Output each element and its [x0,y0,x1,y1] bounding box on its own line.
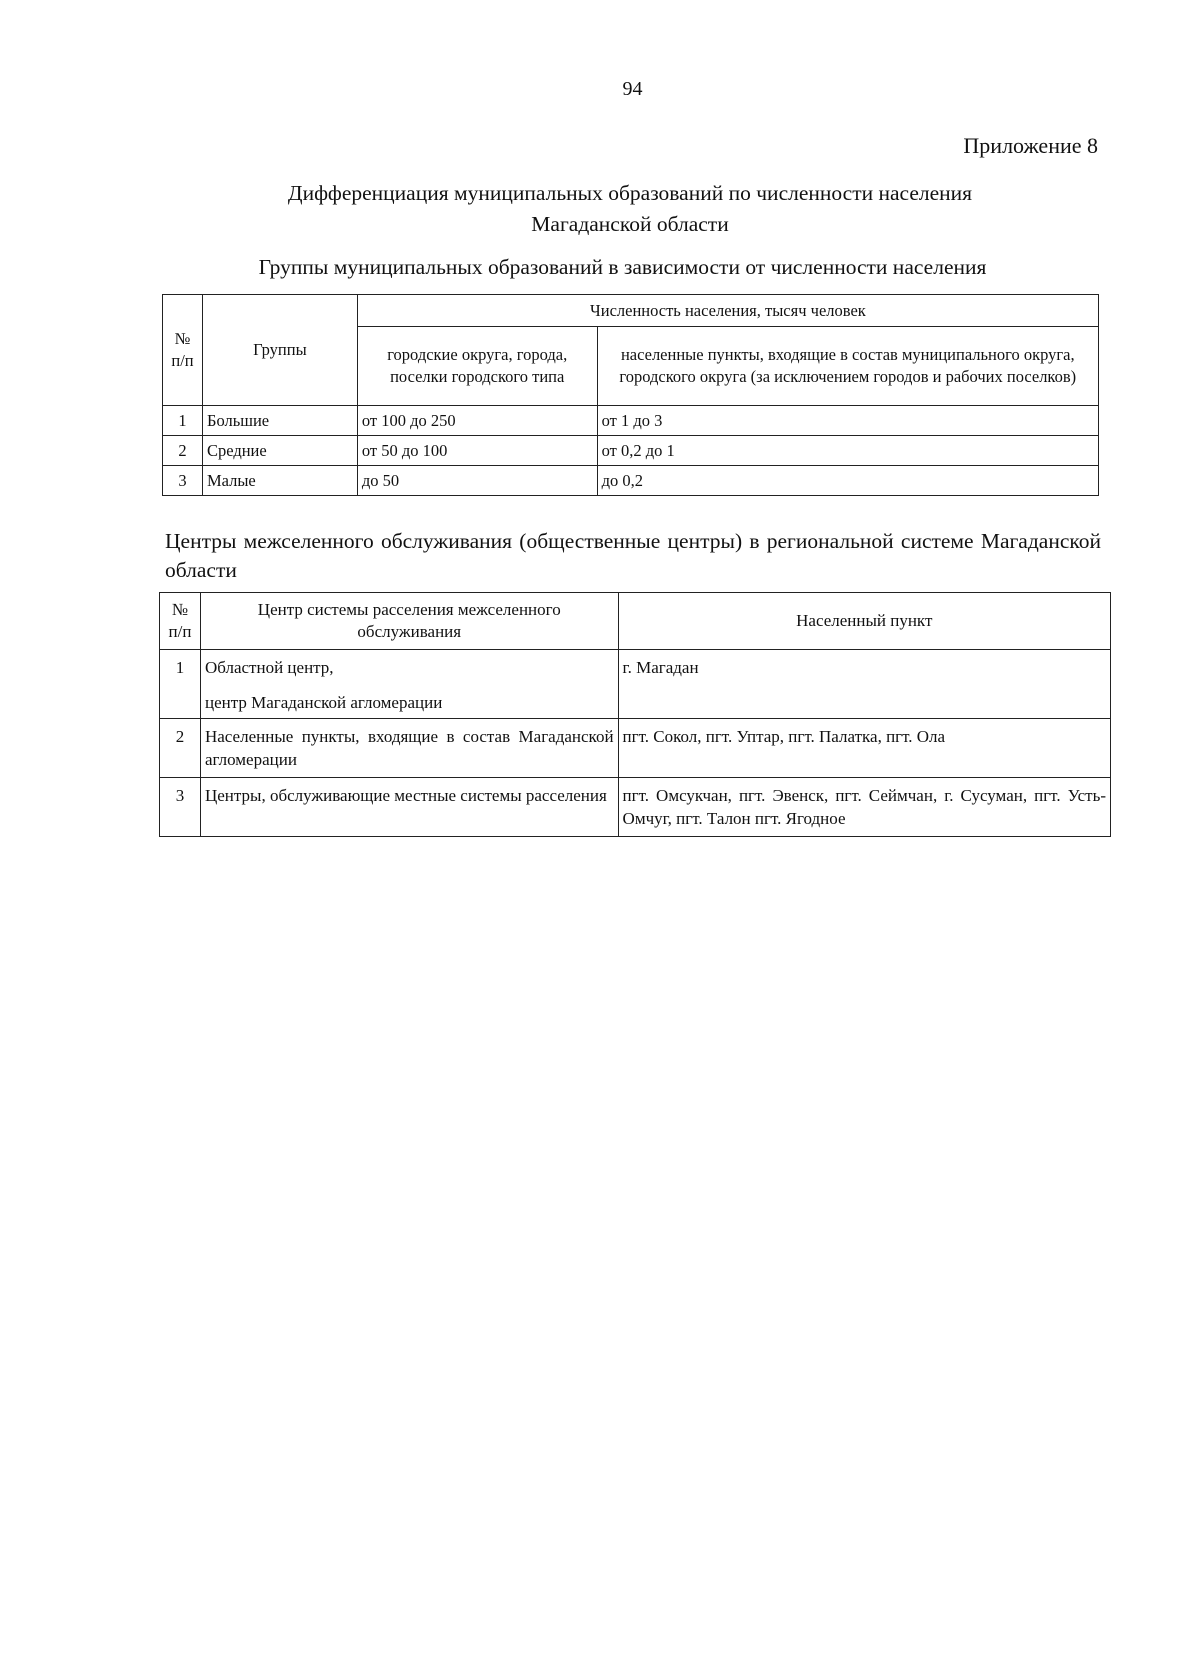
row-group: Средние [202,436,357,466]
header-num: № п/п [163,295,203,406]
row-settlements: до 0,2 [597,466,1098,496]
row-num: 3 [160,778,201,837]
row-num: 1 [163,406,203,436]
row-urban: от 50 до 100 [357,436,597,466]
row-center-line-1: Областной центр, [204,658,334,677]
table-header-row [163,295,1099,327]
row-num: 2 [160,719,201,778]
row-num: 3 [163,466,203,496]
document-title-line-2: Магаданской области [531,212,729,236]
page-number: 94 [622,78,643,100]
header-center: Центр системы расселения межселенного обслуживания [200,593,618,650]
table-row [163,436,1099,466]
row-center-line-2: центр Магаданской агломерации [204,693,443,712]
row-num: 2 [163,436,203,466]
table-row [163,466,1099,496]
row-locality: пгт. Сокол, пгт. Уптар, пгт. Палатка, пгт. Ола [618,719,1110,778]
row-locality: г. Магадан [618,650,1110,719]
header-locality: Населенный пункт [618,593,1110,650]
appendix-label: Приложение 8 [963,133,1098,158]
row-center: Населенные пункты, входящие в состав Магаданской агломерации [200,719,618,778]
row-settlements: от 1 до 3 [597,406,1098,436]
header-groups: Группы [202,295,357,406]
row-num: 1 [160,650,201,719]
row-urban: до 50 [357,466,597,496]
table-row [163,406,1099,436]
row-group: Большие [202,406,357,436]
population-groups-table [162,294,1099,496]
row-locality: пгт. Омсукчан, пгт. Эвенск, пгт. Сеймчан, г. Сусуман, пгт. Усть-Омчуг, пгт. Талон пгт. Ягодное [618,778,1110,837]
row-group: Малые [202,466,357,496]
table-row [160,650,1111,719]
header-settlements: населенные пункты, входящие в состав муниципального округа, городского округа (за исключением городов и рабочих поселков) [597,327,1098,406]
row-center [200,650,618,719]
table-row [160,719,1111,778]
service-centers-table [159,592,1111,837]
section2-title: Центры межселенного обслуживания (общественные центры) в региональной системе Магаданской области [165,529,1101,582]
header-population: Численность населения, тысяч человек [357,295,1098,327]
row-urban: от 100 до 250 [357,406,597,436]
row-settlements: от 0,2 до 1 [597,436,1098,466]
header-urban: городские округа, города, поселки городского типа [357,327,597,406]
row-center: Центры, обслуживающие местные системы расселения [200,778,618,837]
document-title-line-1: Дифференциация муниципальных образований по численности населения [287,181,973,205]
section1-title: Группы муниципальных образований в зависимости от численности населения [258,255,987,279]
table-row [160,778,1111,837]
document-title [230,178,1030,240]
header-num: № п/п [160,593,201,650]
table-header-row [160,593,1111,650]
